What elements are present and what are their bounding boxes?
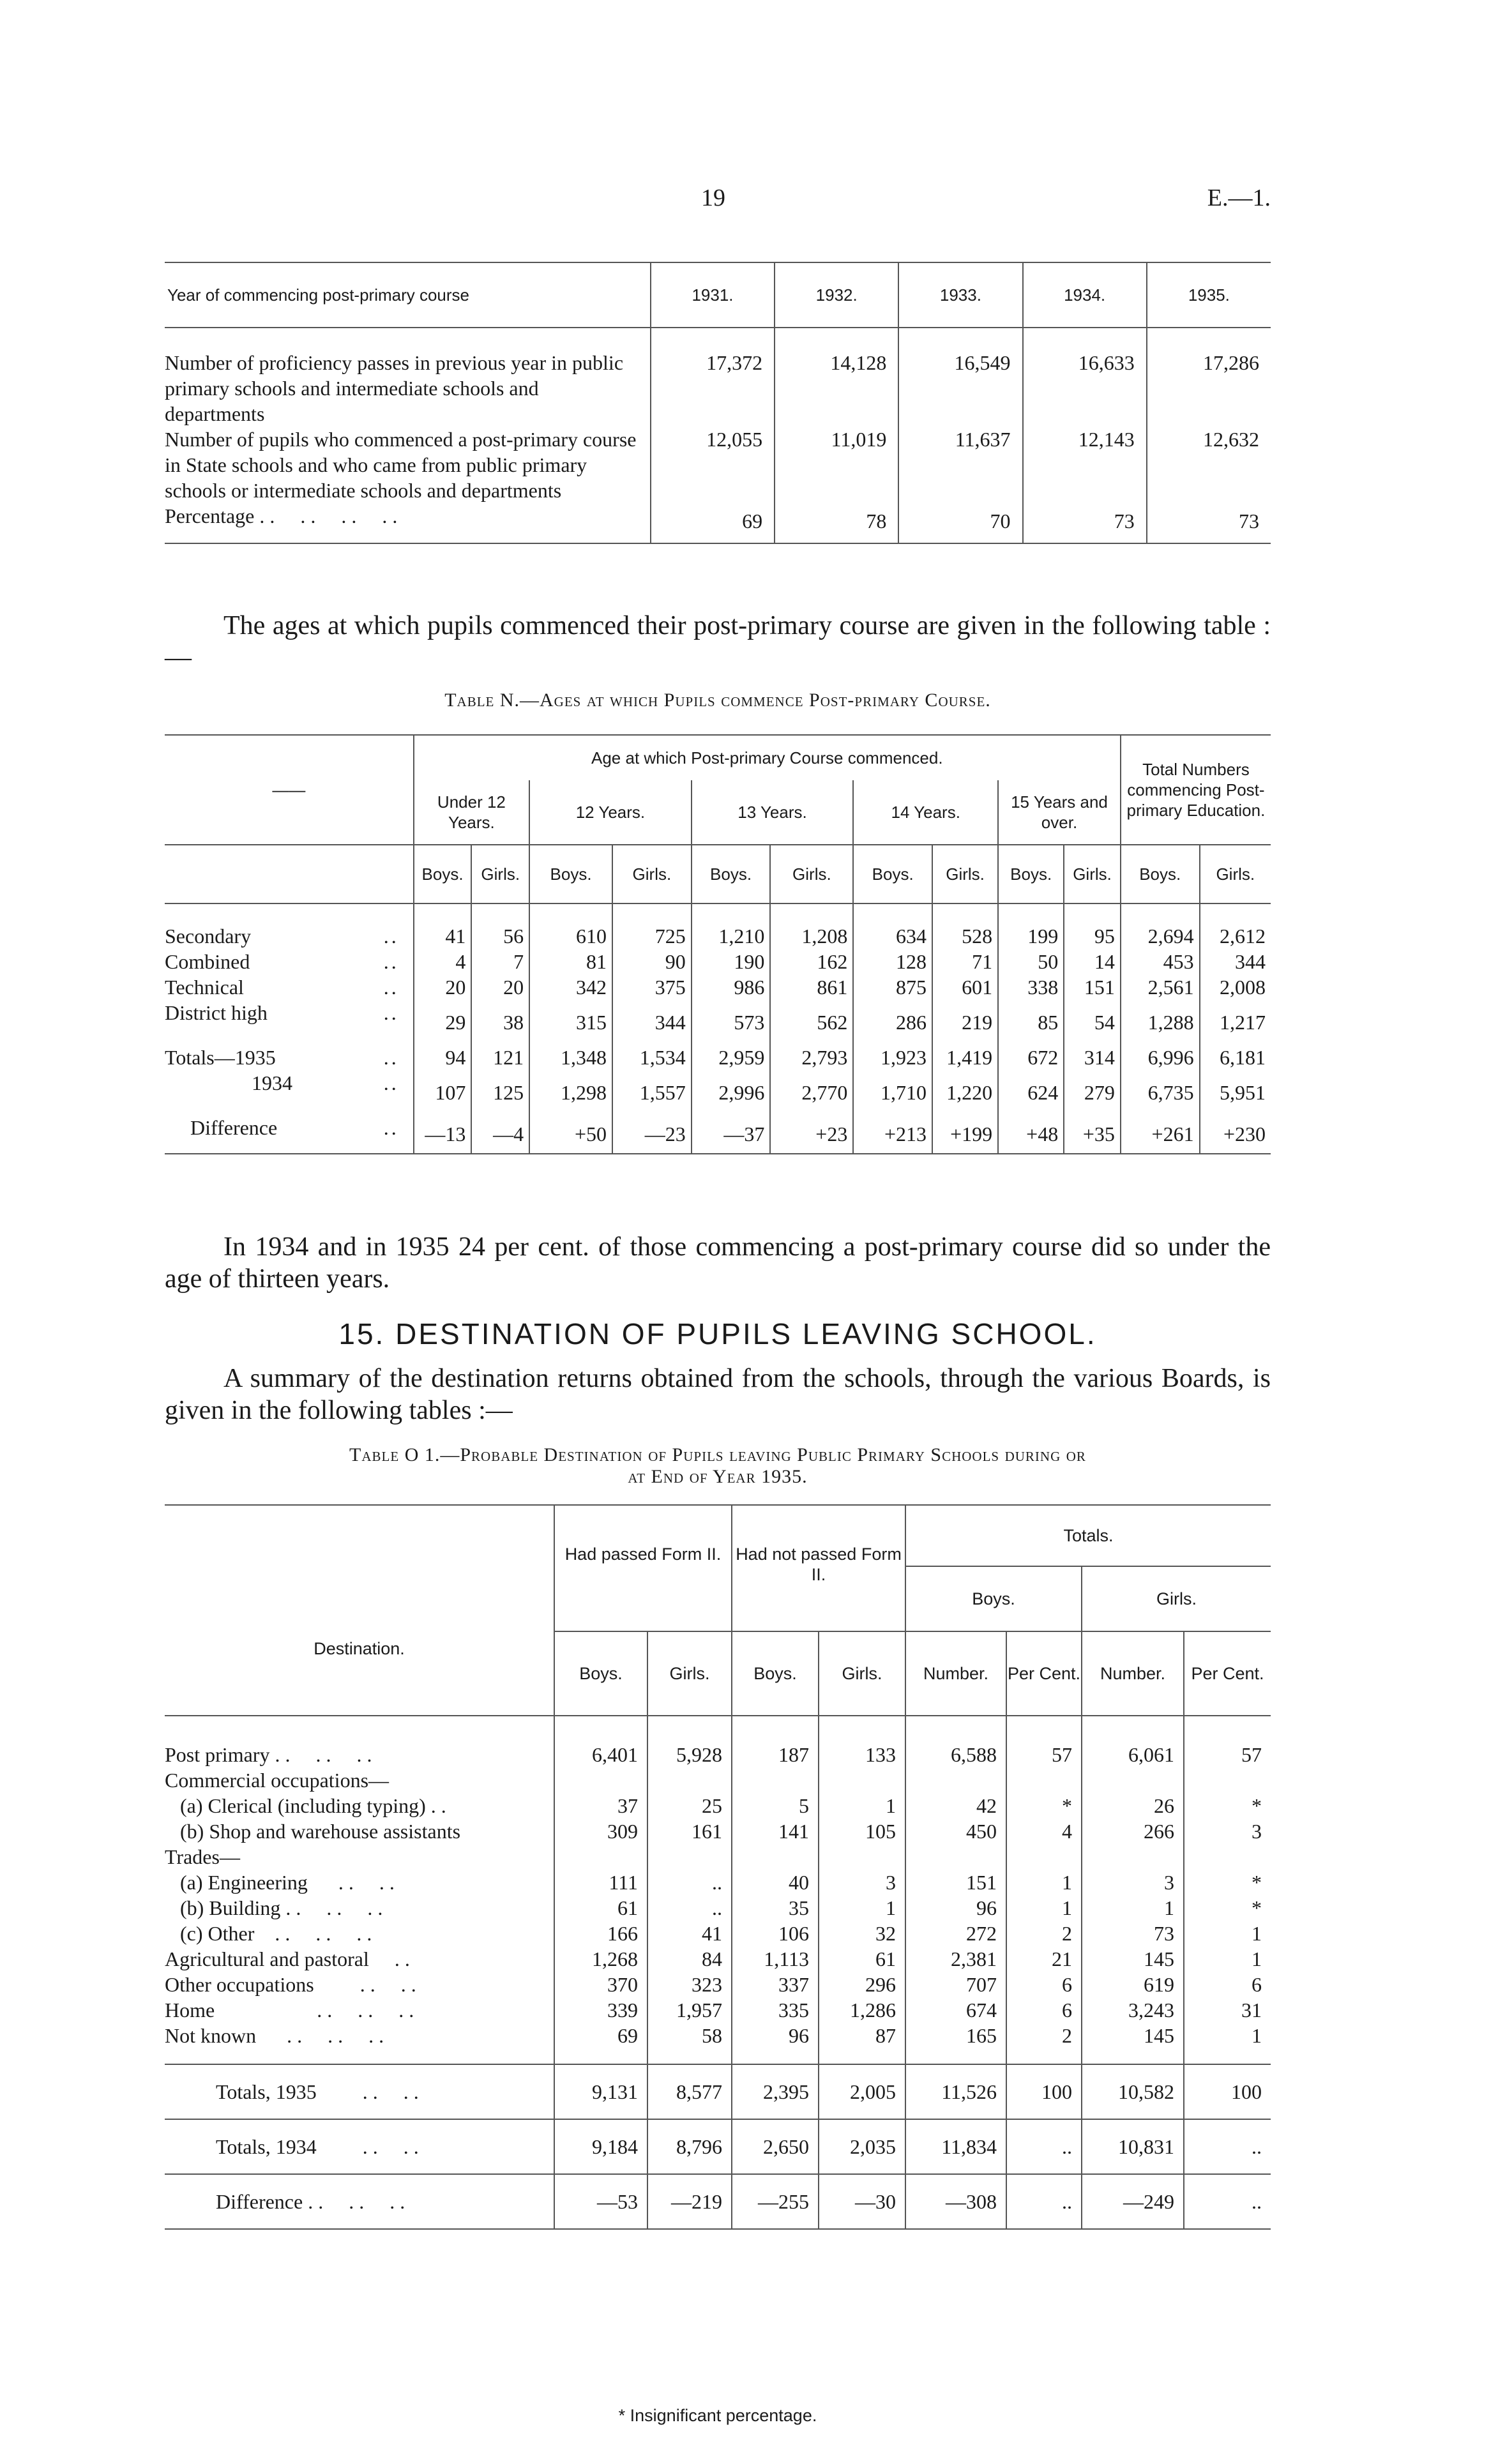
year-header: 1935. <box>1147 262 1271 328</box>
page-number: 19 <box>701 185 725 211</box>
had-not-passed-header: Had not passed Form II. <box>732 1505 905 1631</box>
table-row: Home . . . . . . 339 1,957 335 1,286 674 6 3,243 31 <box>165 1997 1271 2023</box>
table-o1-title: Table O 1.—Probable Destination of Pupils leaving Public Primary Schools during or at End of Year 1935. <box>349 1444 1086 1487</box>
age-group-header: Age at which Post-primary Course commenced. <box>414 735 1121 780</box>
year-header: 1934. <box>1023 262 1147 328</box>
totals-row: Totals, 1934 . . . . 9,184 8,796 2,650 2,035 11,834 .. 10,831 .. <box>165 2119 1271 2174</box>
table-row: Trades— <box>165 1844 1271 1870</box>
page-reference: E.—1. <box>1207 185 1271 211</box>
totals-row: 1934 .. 107 125 1,298 1,557 2,996 2,770 1,710 1,220 624 279 6,735 5,951 <box>165 1070 1271 1115</box>
table-row: (a) Engineering . . . . 111 .. 40 3 151 1 3 * <box>165 1870 1271 1895</box>
ages-table: —— Age at which Post-primary Course commenced. Total Numbers commencing Post-primary Education. Under 12 Years. 12 Years. 13 Years. 14 Years. 15 Years and over. Boys. Girls. Boys. Girls. Boys. Girls. Boys. Girls. Boys. Girls. Boys. Girls. Secondary .. 41 56 610 725 1,210 1,208 634 528 199 95 2,694 2,612 Combined .. 4 7 81 90 190 162 128 71 50 14 453 344 Technical .. 20 20 342 375 986 861 875 601 338 151 2,561 2,008 District high .. 29 38 315 344 573 562 286 219 85 54 1,288 1,217 Totals—1935 .. 94 121 1,348 1,534 2,959 2,793 1,923 1,419 672 314 6,996 6,181 1934 .. 107 125 1,298 1,557 2,996 2,770 1,710 1,220 624 279 6,735 5,951 Difference .. —13 —4 +50 —23 —37 +23 +213 +199 +48 +35 +261 +230 <box>165 734 1271 1154</box>
section-title: 15. DESTINATION OF PUPILS LEAVING SCHOOL. <box>338 1317 1097 1350</box>
table-row: (a) Clerical (including typing) . . 37 25 5 1 42 * 26 * <box>165 1793 1271 1818</box>
table-row: Secondary .. 41 56 610 725 1,210 1,208 634 528 199 95 2,694 2,612 <box>165 903 1271 949</box>
difference-row: Difference . . . . . . —53 —219 —255 —30 —308 .. —249 .. <box>165 2174 1271 2229</box>
table-n-title: Table N.—Ages at which Pupils commence Post-primary Course. <box>444 690 991 711</box>
table-row: Technical .. 20 20 342 375 986 861 875 601 338 151 2,561 2,008 <box>165 974 1271 1000</box>
table-row: (c) Other . . . . . . 166 41 106 32 272 2 73 1 <box>165 1921 1271 1946</box>
destination-header: Destination. <box>165 1505 554 1716</box>
table-row: District high .. 29 38 315 344 573 562 286 219 85 54 1,288 1,217 <box>165 1000 1271 1045</box>
table-row: Post primary . . . . . . 6,401 5,928 187 133 6,588 57 6,061 57 <box>165 1716 1271 1767</box>
table-row: Number of proficiency passes in previous year in public primary schools and intermediate schools and departments 17,372 14,128 16,549 16,633 17,286 <box>165 328 1271 427</box>
proficiency-table <box>165 262 1271 544</box>
paragraph: In 1934 and in 1935 24 per cent. of those commencing a post-primary course did so under the age of thirteen years. <box>165 1232 1271 1294</box>
totals-header: Totals. <box>905 1505 1271 1566</box>
footnote: * Insignificant percentage. <box>618 2406 817 2425</box>
year-header: 1931. <box>651 262 775 328</box>
table-row: Not known . . . . . . 69 58 96 87 165 2 145 1 <box>165 2023 1271 2064</box>
destination-table: Destination. Had passed Form II. Had not passed Form II. Totals. Boys. Girls. Boys. Girls. Boys. Girls. Number. Per Cent. Number. Per Cent. Post primary . . . . . . 6,401 5,928 187 133 6,588 57 6,061 57 Commercial occupations— (a) Clerical (including typing) . . 37 25 5 1 42 * 26 * (b) Shop and warehouse assistants 309 161 141 105 450 4 266 3 Trades— (a) Engineering . . . . 111 .. 40 3 151 1 3 * (b) Building . . . . . . 61 .. 35 1 96 1 1 * (c) Other . . . . . . 166 41 106 32 272 2 73 1 Agricultural and pastoral . . 1,268 84 1,113 61 2,381 21 145 1 Other occupations . . . . 370 323 337 296 707 6 619 6 Home . . . . . . 339 1,957 335 1,286 674 6 3,243 31 Not known . . . . . . 69 58 96 87 165 2 145 1 Totals, 1935 . . . . 9,131 8,577 2,395 2,005 11,526 100 10,582 100 Totals, 1934 . . . . 9,184 8,796 2,650 2,035 11,834 .. 10,831 .. Difference . . . . . . —53 —219 —255 —30 —308 .. —249 .. <box>165 1504 1271 2230</box>
year-header: 1933. <box>898 262 1022 328</box>
table-row: Other occupations . . . . 370 323 337 296 707 6 619 6 <box>165 1972 1271 1997</box>
table-row: Combined .. 4 7 81 90 190 162 128 71 50 14 453 344 <box>165 949 1271 974</box>
difference-row: Difference .. —13 —4 +50 —23 —37 +23 +213 +199 +48 +35 +261 +230 <box>165 1115 1271 1154</box>
totals-row: Totals—1935 .. 94 121 1,348 1,534 2,959 2,793 1,923 1,419 672 314 6,996 6,181 <box>165 1045 1271 1070</box>
totals-row: Totals, 1935 . . . . 9,131 8,577 2,395 2,005 11,526 100 10,582 100 <box>165 2064 1271 2119</box>
year-header: 1932. <box>775 262 898 328</box>
year-header-label: Year of commencing post-primary course <box>165 262 651 328</box>
blank-header: —— <box>165 735 414 845</box>
total-numbers-header: Total Numbers commencing Post-primary Education. <box>1121 735 1271 845</box>
paragraph: The ages at which pupils commenced their post-primary course are given in the following table :— <box>165 611 1271 672</box>
paragraph: A summary of the destination returns obtained from the schools, through the various Boards, is given in the following tables :— <box>165 1364 1271 1425</box>
page-header <box>165 184 1271 222</box>
had-passed-header: Had passed Form II. <box>554 1505 732 1631</box>
table-row: Commercial occupations— <box>165 1767 1271 1793</box>
table-row: Agricultural and pastoral . . 1,268 84 1,113 61 2,381 21 145 1 <box>165 1946 1271 1972</box>
table-row: Percentage . . . . . . . . 69 78 70 73 73 <box>165 503 1271 543</box>
table-row: Number of pupils who commenced a post-primary course in State schools and who came from public primary schools or intermediate schools and departments 12,055 11,019 11,637 12,143 12,632 <box>165 427 1271 503</box>
table-row: (b) Building . . . . . . 61 .. 35 1 96 1 1 * <box>165 1895 1271 1921</box>
table-row: (b) Shop and warehouse assistants 309 161 141 105 450 4 266 3 <box>165 1818 1271 1844</box>
